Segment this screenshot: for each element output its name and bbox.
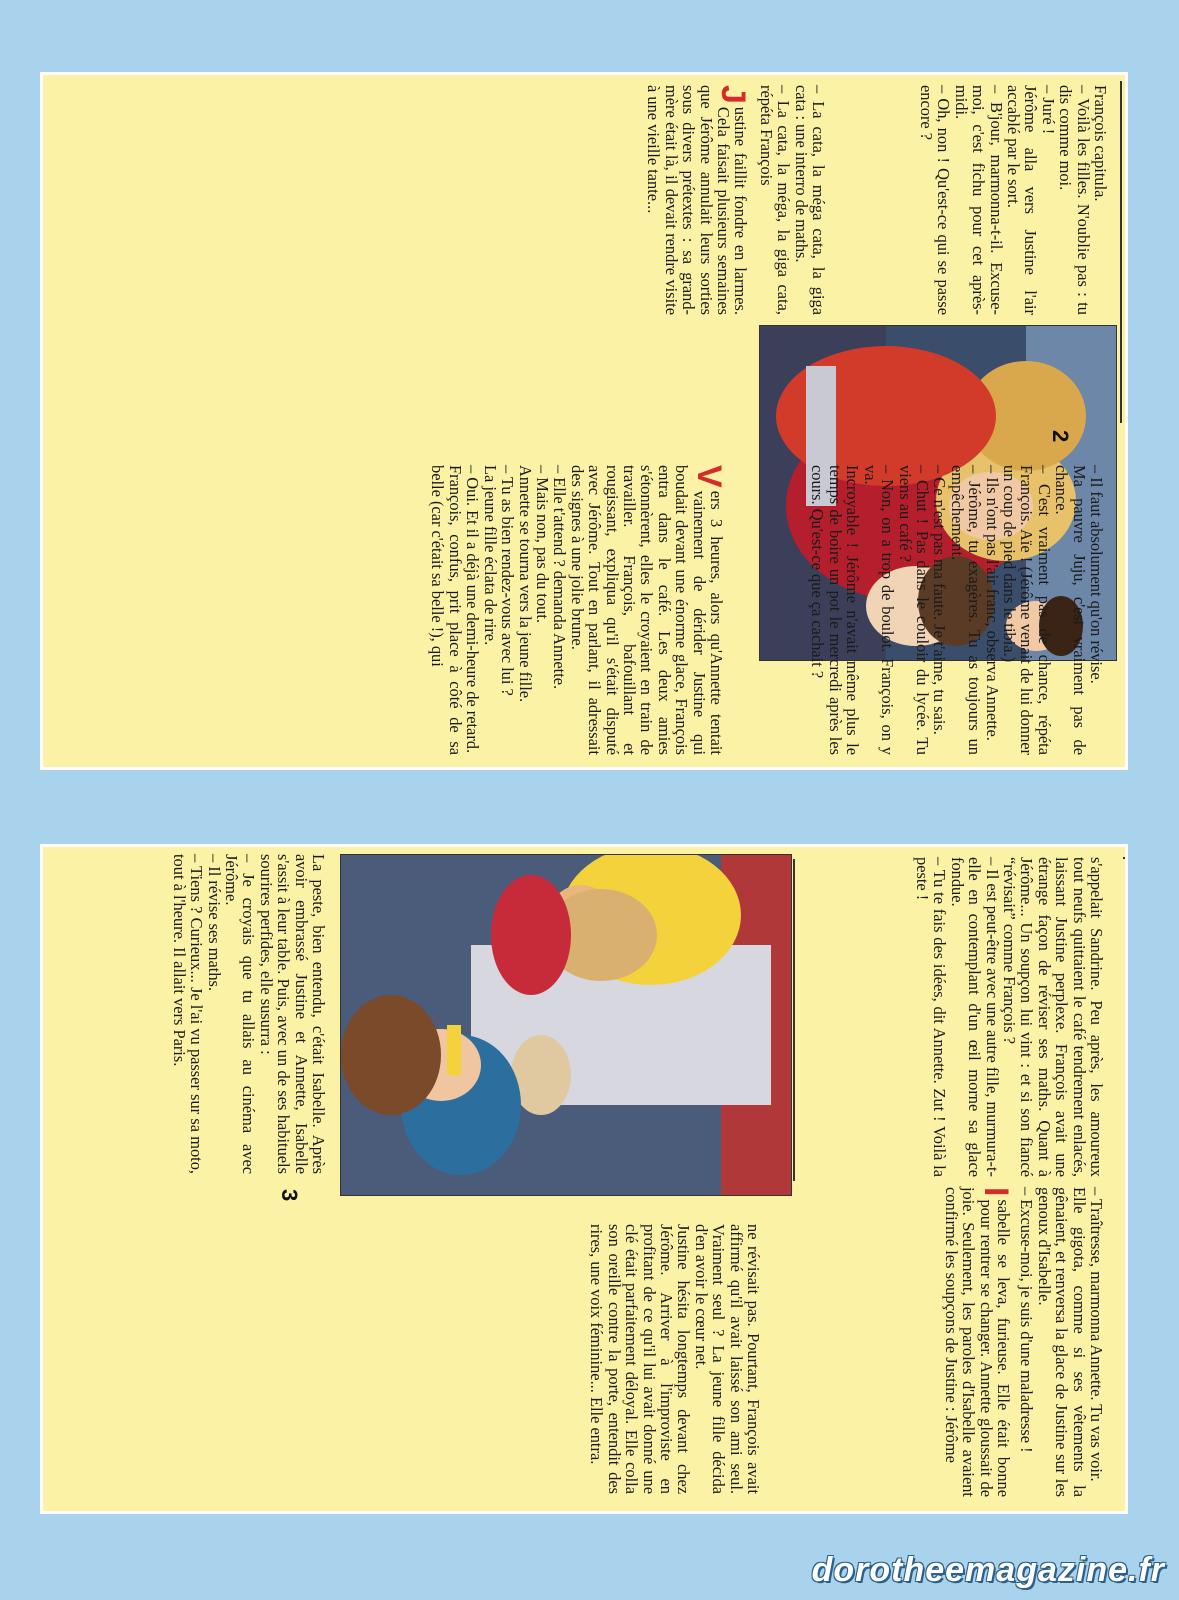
paragraph-text: ers 3 heures, alors qu'Annette tentait vainement de dérider Justine qui boudait devant une énorme glace, François entra dans le café. Les deux amies s'étonnèrent, elles le croyaient en train de travailler. François, bafouillant et rougissant, expliqua qu'il s'était disputé avec Jérôme. Tout en parlant, il adressait des signes à une jolie brune. [567,465,726,755]
paragraph: Justine hésita longtemps devant chez Jérôme. Arriver à l'improviste en profitant de ce qu'il lui avait donné une clé était parfaitement déloyal. Elle colla son oreille contre la porte, entendit des rires, une voix féminine... Elle entra. [587,1224,694,1494]
paragraph-text: sabelle se leva, furieuse. Elle était bonne pour rentrer se changer. Annette gloussait de joie. Seulement, les paroles d'Isabelle avaient confirmé les soupçons de Justine : Jérôme [941,1187,1013,1497]
paragraph: – Excuse-moi, je suis d'une maladresse ! [1017,1187,1037,1453]
paragraph: – Non, on a trop de boulot. François, on y va. [860,465,898,755]
paragraph: François, confus, prit place à côté de sa belle (car c'était sa belle !), qui [428,465,465,755]
paragraph [644,85,753,315]
paragraph: Annette se tourna vers la jeune fille. [515,465,535,703]
paragraph: Incroyable ! Jérôme n'avait même plus le temps de boire un pot le mercredi après les cours. Qu'est-ce que ça cachait ? [808,465,863,755]
page-number: 3 [277,1189,302,1202]
paragraph: – Elle t'attend ? demanda Annette. [550,465,570,690]
paragraph: – Tu as bien rendez-vous avec lui ? [498,465,518,696]
page-2-column-2 [645,85,827,315]
paragraph: – Tu te fais des idées, dit Annette. Zut ! Voilà la peste ! [912,857,950,1177]
paragraph: – Je croyais que tu allais au cinéma avec Jérôme. [221,854,259,1174]
paragraph: s'appelait Sandrine. Peu après, les amoureux tout neufs quittaient le café tendrement enlacés, laissant Justine perplexe. François avait une étrange façon de réviser ses maths. Quant à Jérôme... Un soupçon lui vint : et si son fiancé “révisait” comme François ? [999,857,1106,1177]
paragraph: La peste, bien entendu, c'était Isabelle. Après avoir embrassé Justine et Annette, Isabelle s'assit à leur table. Puis, avec un de ses habituels sourires perfides, elle susurra : [256,854,328,1174]
paragraph: – Jérôme, tu exagères. Tu as toujours un empêchement. [947,465,985,755]
page-3-column-4 [588,1224,762,1494]
paragraph: – Voilà les filles. N'oublie pas : tu dis comme moi. [1056,85,1093,315]
paragraph: – Il faut absolument qu'on révise. [1087,465,1106,684]
page-3-overlay [40,844,1128,1514]
page-2-column-3 [809,465,1105,755]
page-2-column-4 [428,465,728,755]
page-3-overlay-content [40,844,1122,1508]
page-2-column-1 [918,85,1109,315]
drop-cap: I [976,1187,1015,1197]
paragraph: – Il est peut-être avec une autre fille, murmura-t-elle en contemplant d'un œil morne sa glace fondue. [947,857,1002,1177]
paragraph: – C'est vraiment pas de chance, répéta François. Aïe ! (Jérôme venait de lui donner un coup de pied dans le tibia.) [999,465,1054,755]
paragraph-text: ustine faillit fondre en larmes. Cela faisait plusieurs semaines que Jérôme annulait leurs sorties sous divers prétextes : sa grand-mère était là, il devait rendre visite à une vieille tante... [644,85,751,315]
paragraph: – B'jour, marmonna-t-il. Excuse-moi, c'est fichu pour cet après-midi. [951,85,1006,315]
paragraph: – La cata, la méga cata, la giga cata : une interro de maths. [791,85,828,315]
page-3-column-2 [170,854,327,1174]
paragraph: François capitula. [1091,85,1110,202]
page-2-panel [40,72,1128,770]
paragraph: – Oui. Et il a déjà une demi-heure de retard. [463,465,483,754]
paragraph [567,465,728,755]
paragraph: – Ce n'est pas ma faute. Je t'aime, tu sais. [930,465,950,735]
paragraph: – Traîtresse, marmonna Annette. Tu vas voir. [1087,1187,1106,1482]
paragraph: – Ils n'ont pas l'air franc, observa Annette. [982,465,1002,741]
paragraph: Ma pauvre Juju, c'est vraiment pas de chance. [1052,465,1089,755]
cafe-table-scene-image [341,855,791,1195]
page-3-cafe-photo [340,854,792,1196]
paragraph: – Juré ! [1038,85,1058,135]
page-2-content [43,75,1125,767]
paragraph: – Tiens ? Curieux... Je l'ai vu passer sur sa moto, tout à l'heure. Il allait vers Paris. [169,854,207,1174]
paragraph: – Oh, non ! Qu'est-ce qui se passe encore ? [916,85,954,315]
drop-cap: J [714,85,753,104]
paragraph: ne révisait pas. Pourtant, François avait affirmé qu'il avait laissé son ami seul. Vraiment seul ? La jeune fille décida d'en avoir le cœur net. [691,1224,763,1494]
paragraph: – Chut ! Pas dans le couloir du lycée. Tu viens au café ? [895,465,932,755]
page-number: 2 [1048,430,1073,443]
watermark: dorotheemagazine.fr [811,1551,1165,1589]
paragraph: – Il révise ses maths. [204,854,224,992]
paragraph: La jeune fille éclata de rire. [480,465,500,646]
page-2-photo-spacer [1120,81,1122,423]
paragraph: Jérôme alla vers Justine l'air accablé par le sort. [1003,85,1041,315]
paragraph: – Mais non, pas du tout. [532,465,552,623]
drop-cap: V [690,465,728,488]
paragraph: – La cata, la méga, la giga cata, répéta François [756,85,794,315]
paragraph: Elle gigota, comme si ses vêtements la gênaient, et renversa la glace de Justine sur les genoux d'Isabelle. [1034,1187,1089,1497]
